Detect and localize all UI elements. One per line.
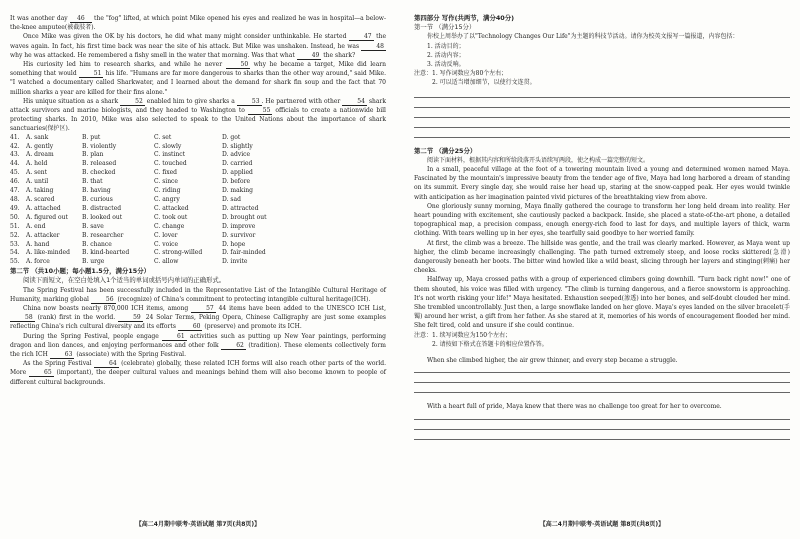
option-choice: B. checked: [82, 169, 116, 177]
option-choice: D. advice: [222, 151, 251, 159]
option-row: [10, 258, 386, 267]
answer-line: [414, 97, 790, 98]
option-choice: A. like-minded: [26, 249, 70, 257]
blank-51: 51: [79, 70, 104, 78]
blank-53: 53: [237, 98, 262, 106]
option-choice: D. attracted: [222, 204, 259, 212]
writing-task-1-items: [427, 42, 790, 70]
question-number: 48.: [10, 195, 20, 203]
option-choice: D. hope: [222, 240, 246, 248]
option-choice: A. end: [26, 222, 46, 230]
blank-54: 54: [342, 98, 367, 106]
option-choice: B. save: [82, 222, 104, 230]
option-choice: A. figured out: [26, 213, 68, 221]
option-choice: A. taking: [26, 187, 54, 195]
grammar-paragraph-1: The Spring Festival has been successfully included in the Representative List of the Intangible Cultural Heritage of Humanity, marking global 56 (recognize) of China's commitment to protecting intangible cultural heritage(ICH).: [10, 286, 386, 303]
question-number: 52.: [10, 231, 20, 239]
option-row: [10, 134, 386, 143]
option-choice: C. touched: [154, 160, 187, 168]
option-choice: C. voice: [154, 240, 179, 248]
cloze-paragraph-1: It was another day 46 the "fog" lifted, at which point Mike opened his eyes and realized he was in hospital—a below-the-knee amputee(被截肢者).: [10, 15, 386, 32]
option-choice: B. plan: [82, 151, 104, 159]
blank-47: 47: [349, 33, 374, 41]
option-choice: D. survivor: [222, 231, 256, 239]
answer-line: [414, 382, 790, 383]
option-choice: A. force: [26, 258, 50, 266]
option-choice: C. lover: [154, 231, 178, 239]
question-number: 47.: [10, 187, 20, 195]
option-row: [10, 214, 386, 223]
option-row: [10, 169, 386, 178]
option-row: [10, 223, 386, 232]
option-choice: D. brought out: [222, 213, 267, 221]
right-page: [414, 14, 790, 449]
question-number: 54.: [10, 249, 20, 257]
blank-49: 49: [297, 52, 322, 60]
option-choice: A. sank: [26, 133, 49, 141]
question-number: 46.: [10, 178, 20, 186]
answer-line: [414, 107, 790, 108]
blank-59: 59: [118, 314, 143, 322]
option-choice: C. took out: [154, 213, 188, 221]
blank-63: 63: [50, 351, 75, 359]
section-2-instructions: 阅读下面短文，在空白处填入1个适当的单词或括号内单词的正确形式。: [23, 276, 226, 285]
story-paragraph-1: In a small, peaceful village at the foot of a towering mountain lived a young and determined women named Maya. Fascinated by the mountain's impressive beauty from the tender age of five, Maya had long harbored a dream of standing on its summit. Every single day, she would raise her head up, staring at the snow-capped peak. Her eyes would twinkle with anticipation as her imagination painted vivid pictures of the breathtaking view from above.: [414, 166, 790, 201]
writing-task-2: 阅读下面材料，根据其内容和所给段落开头语续写两段，使之构成一篇完整的短文。: [427, 156, 650, 164]
question-number: 49.: [10, 204, 20, 212]
task-item: 1. 活动目的；: [427, 42, 465, 50]
option-choice: D. got: [222, 133, 241, 141]
option-row: [10, 196, 386, 205]
blank-57: 57: [191, 305, 216, 313]
story-paragraph-4: Halfway up, Maya crossed paths with a group of experienced climbers going downhill. "Turn back right now!" one of them shouted, his voice was filled with urgency. "The climb is turning dangerous, and a fierce snowstorm is approaching. It's not worth risking your life!" Maya hesitated. Exhaustion seeped(渗透) into her bones, and self-doubt clouded her mind. She trembled uncontrollably. Just then, a large snowflake landed on her glove. Maya's eyes landed on the silver bracelet(手镯) around her wrist, a gift from her father. As she stared at it, memories of his words of encouragement flooded her mind. She felt tired, cold and unsure if she could continue.: [414, 276, 790, 330]
option-choice: A. attached: [26, 204, 61, 212]
section-2-title: 第二节 （共10小题；每小题1.5分，满分15分）: [10, 267, 150, 276]
option-choice: B. released: [82, 160, 117, 168]
option-choice: A. hand: [26, 240, 50, 248]
option-choice: A. held: [26, 160, 48, 168]
option-row: [10, 151, 386, 160]
blank-65: 65: [29, 369, 54, 377]
writing-section-1-title: 第一节 （满分15分）: [414, 23, 476, 32]
question-number: 53.: [10, 240, 20, 248]
answer-lines-2: [414, 372, 790, 393]
option-choice: B. urge: [82, 258, 105, 266]
answer-line: [414, 372, 790, 373]
continuation-opening-1: When she climbed higher, the air grew thinner, and every step became a struggle.: [427, 357, 678, 365]
answer-line: [414, 127, 790, 128]
option-row: [10, 232, 386, 241]
option-choice: B. kind-hearted: [82, 249, 130, 257]
option-choice: A. gently: [26, 142, 54, 150]
option-row: [10, 241, 386, 250]
answer-line: [414, 117, 790, 118]
answer-lines-1: [414, 97, 790, 138]
question-number: 41.: [10, 133, 20, 141]
writing-section-2-title: 第二节 （满分25分）: [414, 146, 477, 155]
blank-48: 48: [361, 43, 386, 51]
option-choice: D. making: [222, 187, 253, 195]
writing-note: 注意：1. 续写词数应为150个左右；: [414, 331, 512, 339]
part-4-title: 第四部分 写作(共两节，满分40分): [414, 14, 515, 22]
option-choice: C. attacked: [154, 204, 189, 212]
blank-62: 62: [221, 342, 246, 350]
option-choice: A. scared: [26, 195, 55, 203]
grammar-paragraph-4: As the Spring Festival 64 (celebrate) globally, these related ICH forms will also reach other parts of the world. More 65 (important), the deeper cultural values and meanings behind them will also become known to people of different cultural backgrounds.: [10, 360, 386, 386]
option-choice: C. since: [154, 178, 178, 186]
blank-46: 46: [70, 15, 92, 23]
blank-58: 58: [10, 314, 35, 322]
writing-note: 2. 可以适当增加细节，以使行文连贯。: [432, 79, 536, 87]
grammar-paragraph-3: During the Spring Festival, people engage 61 activities such as putting up New Year paintings, performing dragon and lion dances, and enjoying performances and other folk 62 (tradition). These elements collectively form the rich ICH 63 (associate) with the Spring Festival.: [10, 332, 386, 359]
option-choice: B. put: [82, 133, 101, 141]
option-choice: D. sad: [222, 195, 241, 203]
story-paragraph-2: One gloriously sunny morning, Maya finally gathered the courage to transform her long held dream into reality. Her heart pounding with excitement, she cautiously packed a backpack. Inside, she placed a state-of-the-art phone, a detailed topographical map, a precision compass, enough energy-rich food to last for days, and multiple layers of thick, warm clothing. With tears welling up in her eyes, she tearfully said goodbye to her worried family.: [414, 202, 790, 238]
option-row: [10, 205, 386, 214]
option-choice: D. improve: [222, 222, 256, 230]
option-choice: D. applied: [222, 169, 253, 177]
question-number: 44.: [10, 160, 20, 168]
option-choice: D. carried: [222, 160, 253, 168]
option-choice: A. attacker: [26, 231, 60, 239]
option-choice: C. fixed: [154, 169, 177, 177]
blank-55: 55: [248, 107, 273, 115]
option-choice: D. fair-minded: [222, 249, 266, 257]
blank-56: 56: [91, 296, 116, 304]
question-number: 42.: [10, 142, 20, 150]
blank-64: 64: [94, 360, 119, 368]
option-choice: B. distracted: [82, 204, 122, 212]
answer-lines-3: [414, 419, 790, 440]
option-choice: C. strong-willed: [154, 249, 203, 257]
cloze-paragraph-4: His unique situation as a shark 52 enabled him to give sharks a 53 . He partnered with other 54 shark attack survivors and marine biologists, and they headed to Washington to 55 officials to create a nationwide bill protecting sharks. In 2010, Mike was also selected to speak to the United Nations about the importance of shark sanctuaries(保护区).: [10, 97, 386, 133]
option-choice: B. that: [82, 178, 103, 186]
option-choice: B. curious: [82, 195, 113, 203]
answer-line: [414, 392, 790, 393]
blank-50: 50: [226, 61, 251, 69]
page-footer-right: 【高二4月期中联考·英语试题 第8页(共8页)】: [539, 521, 665, 528]
writing-note: 注意：1. 写作词数应为80个左右；: [414, 70, 508, 78]
blank-52: 52: [120, 98, 145, 106]
option-choice: B. researcher: [82, 231, 124, 239]
cloze-options: [10, 134, 386, 268]
option-choice: A. sent: [26, 169, 48, 177]
option-row: [10, 249, 386, 258]
question-number: 45.: [10, 169, 20, 177]
option-row: [10, 187, 386, 196]
page-footer-left: 【高二4月期中联考·英语试题 第7页(共8页)】: [135, 521, 261, 528]
option-choice: B. chance: [82, 240, 112, 248]
grammar-paragraph-2: China now boasts nearly 870,000 ICH items, among 57 44 items have been added to the UNESCO ICH List, 58 (rank) first in the world. 59 24 Solar Terms, Peking Opera, Chinese Calligraphy are just some examples reflecting China's rich cultural diversity and its efforts 60 (preserve) and promote its ICH.: [10, 305, 386, 331]
option-choice: D. before: [222, 178, 251, 186]
writing-note: 2. 请按如下格式在答题卡的相应位置作答。: [432, 340, 548, 348]
story-paragraph-3: At first, the climb was a breeze. The hillside was gentle, and the trail was clearly marked. However, as Maya went up higher, the climb became increasingly challenging. The path turned extremely steep, and loose rocks skittered(急滑) dangerously beneath her boots. The bitter wind howled like a wild beast, slicing through her layers and stinging(刺痛) her cheeks.: [414, 239, 790, 275]
answer-line: [414, 137, 790, 138]
cloze-paragraph-2: Once Mike was given the OK by his doctors, he did what many might consider unthinkable. He started 47 the waves again. In fact, his first time back was near the site of his attack. But Mike was unshaken. Instead, he was 48 why he was attacked. He remembered a fishy smell in the water that morning. Was that what 49 the shark?: [10, 33, 386, 59]
continuation-opening-2: With a heart full of pride, Maya knew that there was no challenge too great for her to overcome.: [427, 403, 722, 411]
answer-line: [414, 419, 790, 420]
option-row: [10, 143, 386, 152]
option-choice: B. violently: [82, 142, 117, 150]
left-page: [10, 14, 386, 387]
question-number: 50.: [10, 213, 20, 221]
answer-line: [414, 439, 790, 440]
option-choice: A. dream: [26, 151, 54, 159]
blank-60: 60: [178, 323, 203, 331]
option-choice: B. having: [82, 187, 111, 195]
task-item: 2. 活动内容；: [427, 51, 465, 59]
question-number: 55.: [10, 258, 20, 266]
option-choice: C. instinct: [154, 151, 186, 159]
option-row: [10, 160, 386, 169]
question-number: 51.: [10, 222, 20, 230]
option-choice: B. looked out: [82, 213, 123, 221]
option-choice: D. invite: [222, 258, 248, 266]
blank-61: 61: [162, 333, 187, 341]
option-choice: C. angry: [154, 195, 180, 203]
cloze-paragraph-3: His curiosity led him to research sharks, and while he never 50 why he became a target, Mike did learn something that would 51 his life. "Humans are far more dangerous to sharks than the other way around," said Mike. "I watched a documentary called Sharkwater, and I learned about the demand for shark fin soup and the fact that 70 million sharks a year are killed for their fins alone.": [10, 61, 386, 96]
answer-line: [414, 429, 790, 430]
option-choice: C. change: [154, 222, 185, 230]
option-choice: C. set: [154, 133, 172, 141]
writing-task-1: 你校上周举办了以"Technology Changes Our Life"为主题的科技节活动。请你为校英文报写一篇报道，内容包括：: [427, 33, 739, 41]
option-choice: C. allow: [154, 258, 179, 266]
option-choice: C. slowly: [154, 142, 182, 150]
question-number: 43.: [10, 151, 20, 159]
option-choice: D. slightly: [222, 142, 253, 150]
option-row: [10, 178, 386, 187]
option-choice: C. riding: [154, 187, 181, 195]
task-item: 3. 活动反响。: [427, 61, 465, 69]
option-choice: A. until: [26, 178, 49, 186]
